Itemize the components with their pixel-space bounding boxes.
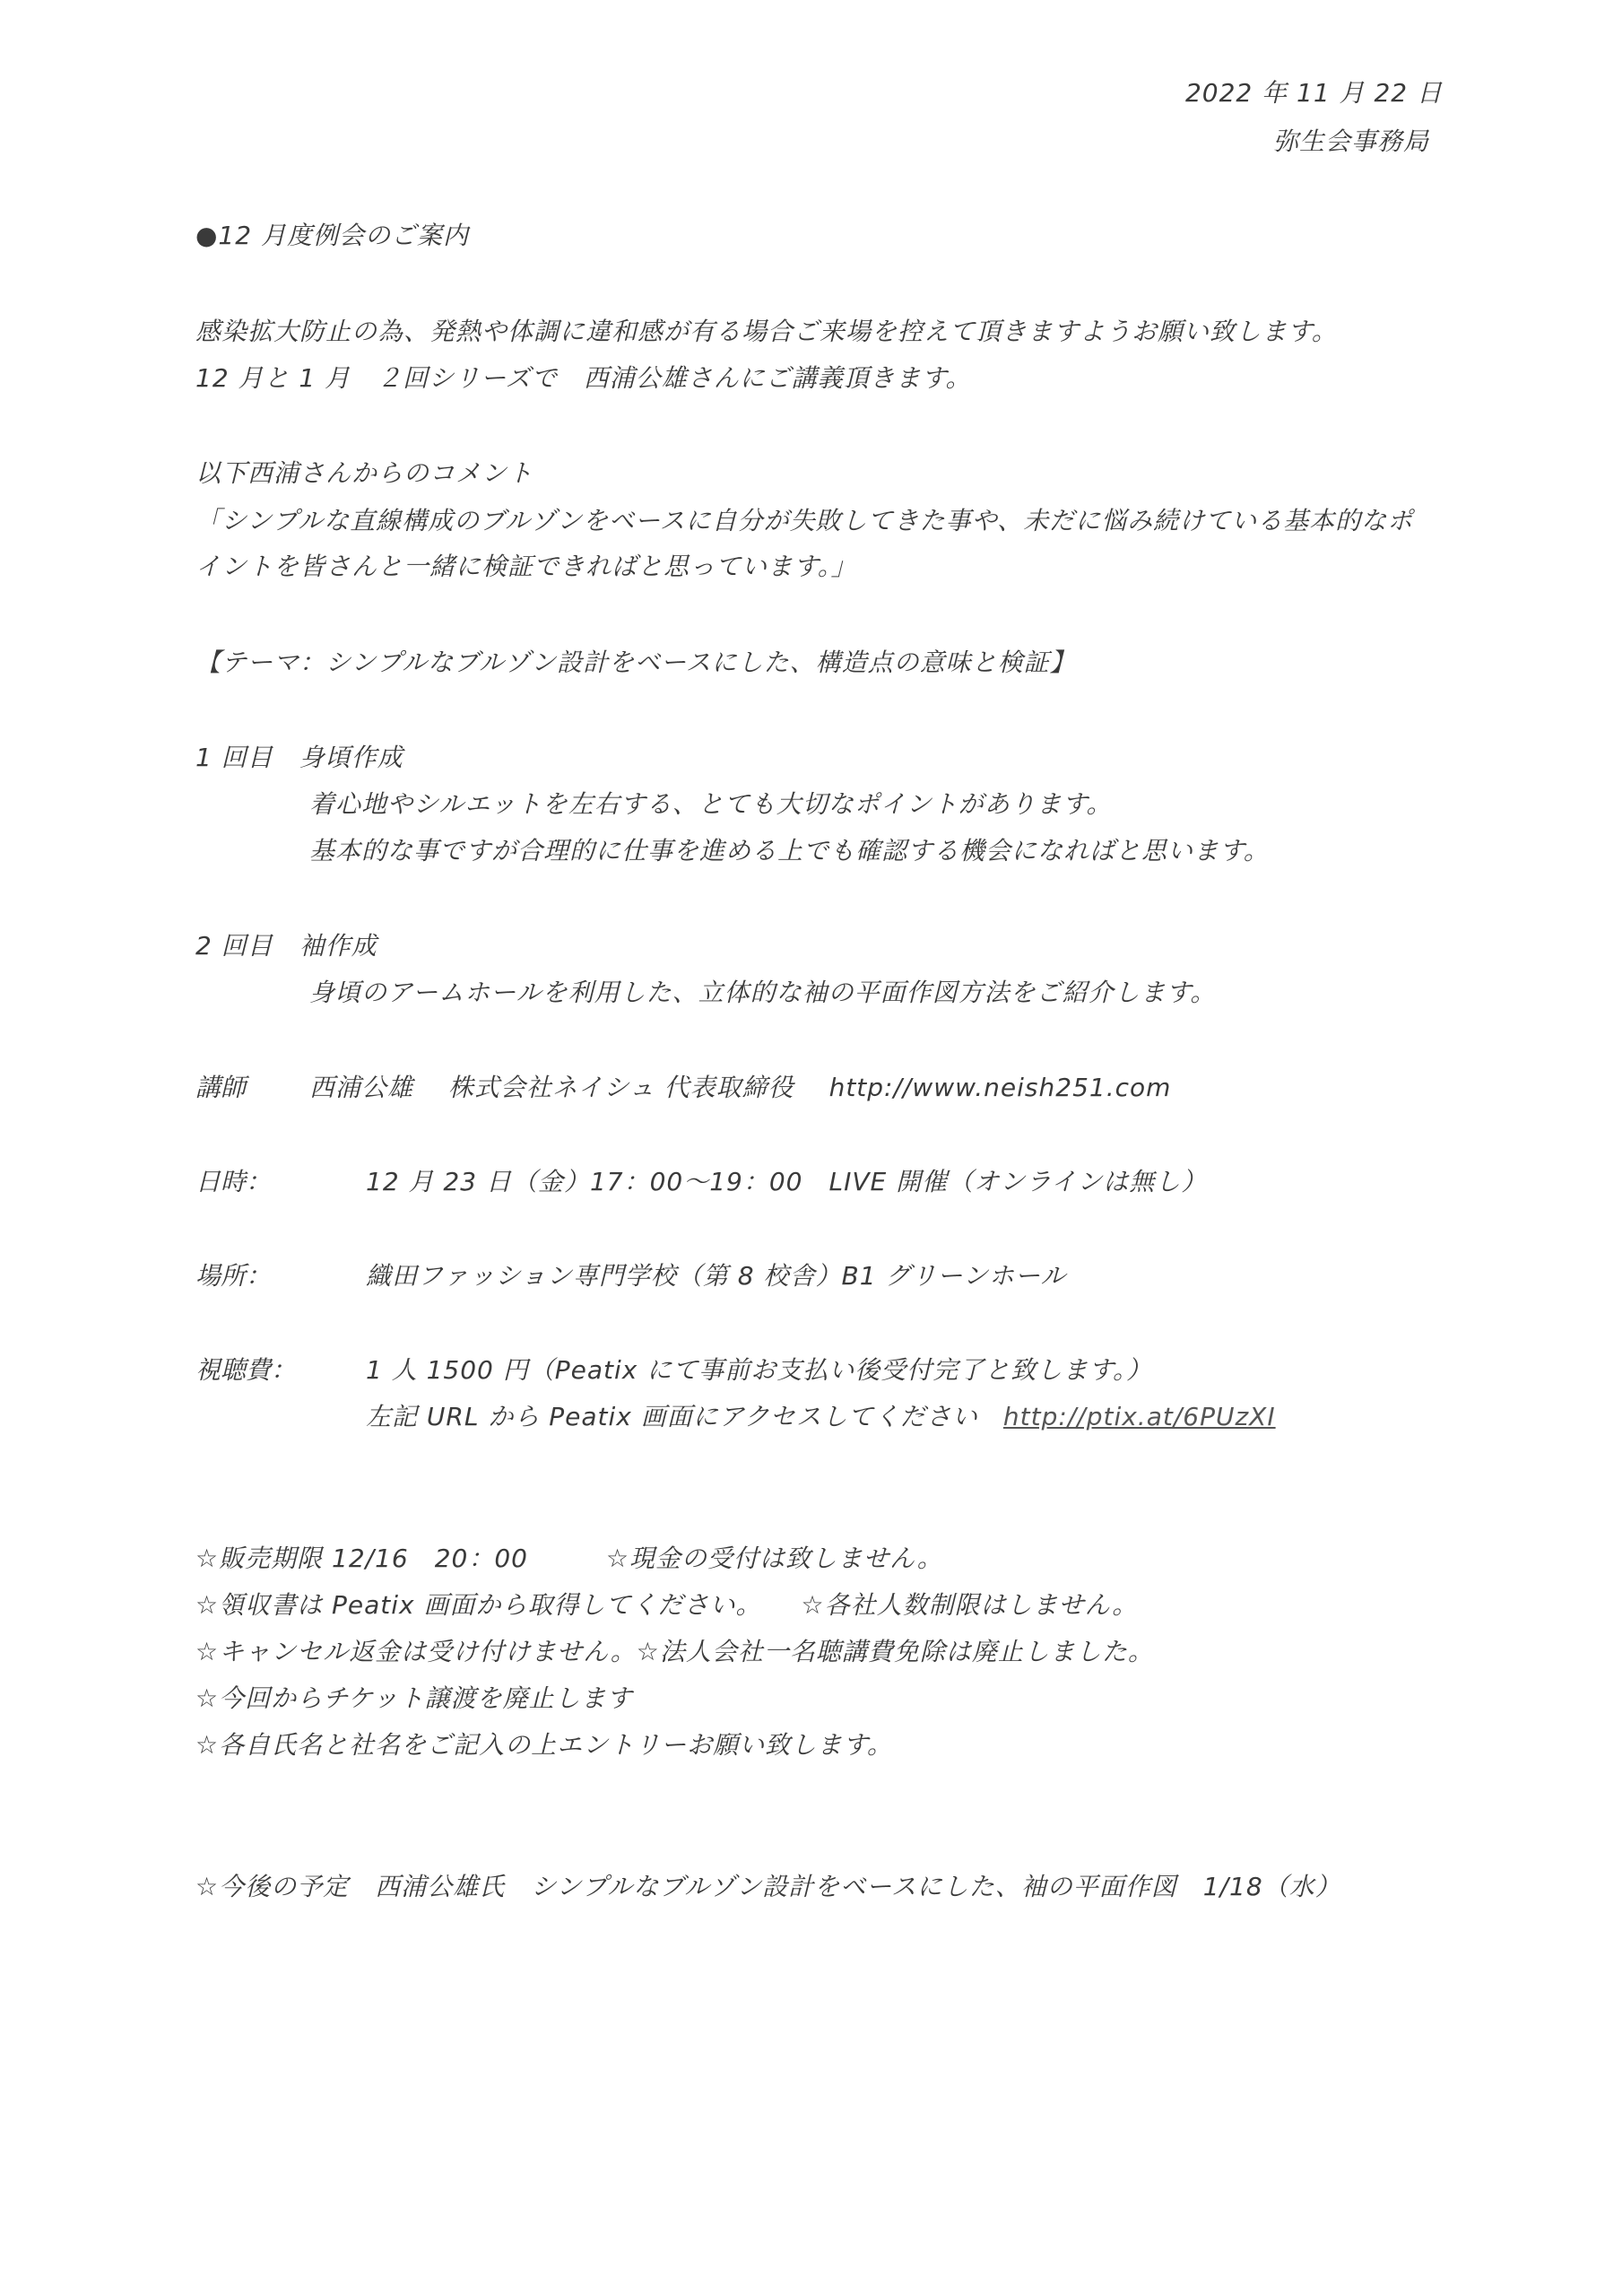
datetime-label: 日時：: [195, 1167, 272, 1196]
document-date: 2022 年 11 月 22 日: [1184, 78, 1443, 108]
place-label: 場所：: [195, 1261, 272, 1291]
session-1-title: 1 回目 身頃作成: [195, 743, 403, 772]
datetime-value: 12 月 23 日（金）17：00〜19：00 LIVE 開催（オンラインは無し）: [366, 1167, 1208, 1196]
document-title: ●12 月度例会のご案内: [195, 221, 469, 250]
theme-heading: 【テーマ：シンプルなブルゾン設計をベースにした、構造点の意味と検証】: [195, 648, 1076, 677]
fee-instruction: 左記 URL から Peatix 画面にアクセスしてください: [366, 1402, 978, 1431]
comment-heading: 以下西浦さんからのコメント: [195, 458, 534, 488]
future-schedule: ☆今後の予定 西浦公雄氏 シンプルなブルゾン設計をベースにした、袖の平面作図 1/18（水）: [195, 1872, 1341, 1901]
note-line-4: ☆今回からチケット譲渡を廃止します: [195, 1683, 633, 1713]
lecturer-value: 西浦公雄 株式会社ネイシュ 代表取締役 http://www.neish251.com: [309, 1073, 1172, 1102]
fee-value-line-2: [366, 1399, 1276, 1435]
note-line-5: ☆各自氏名と社名をご記入の上エントリーお願い致します。: [195, 1730, 893, 1760]
comment-line-2: イントを皆さんと一緒に検証できればと思っています。」: [195, 552, 857, 581]
session-1-line-2: 基本的な事ですが合理的に仕事を進める上でも確認する機会になればと思います。: [309, 836, 1270, 865]
note-line-1: ☆販売期限 12/16 20：00 ☆現金の受付は致しません。: [195, 1544, 943, 1573]
note-line-2: ☆領収書は Peatix 画面から取得してください。 ☆各社人数制限はしません。: [195, 1590, 1139, 1620]
session-2-line-1: 身頃のアームホールを利用した、立体的な袖の平面作図方法をご紹介します。: [309, 978, 1217, 1007]
note-line-3: ☆キャンセル返金は受け付けません。☆法人会社一名聴講費免除は廃止しました。: [195, 1637, 1154, 1666]
fee-value-line-1: 1 人 1500 円（Peatix にて事前お支払い後受付完了と致します。）: [366, 1355, 1153, 1385]
session-2-title: 2 回目 袖作成: [195, 931, 377, 961]
fee-label: 視聴費：: [195, 1355, 297, 1385]
intro-line-1: 感染拡大防止の為、発熱や体調に違和感が有る場合ご来場を控えて頂きますようお願い致します。: [195, 317, 1338, 346]
lecturer-label: 講師: [195, 1073, 247, 1102]
place-value: 織田ファッション専門学校（第 8 校舎）B1 グリーンホール: [366, 1261, 1067, 1291]
peatix-link[interactable]: http://ptix.at/6PUzXI: [1002, 1402, 1276, 1431]
session-1-line-1: 着心地やシルエットを左右する、とても大切なポイントがあります。: [309, 789, 1113, 819]
intro-line-2: 12 月と 1 月 ２回シリーズで 西浦公雄さんにご講義頂きます。: [195, 363, 972, 393]
comment-line-1: 「シンプルな直線構成のブルゾンをベースに自分が失敗してきた事や、未だに悩み続けている基本的なポ: [195, 506, 1414, 535]
document-organization: 弥生会事務局: [1272, 126, 1429, 156]
